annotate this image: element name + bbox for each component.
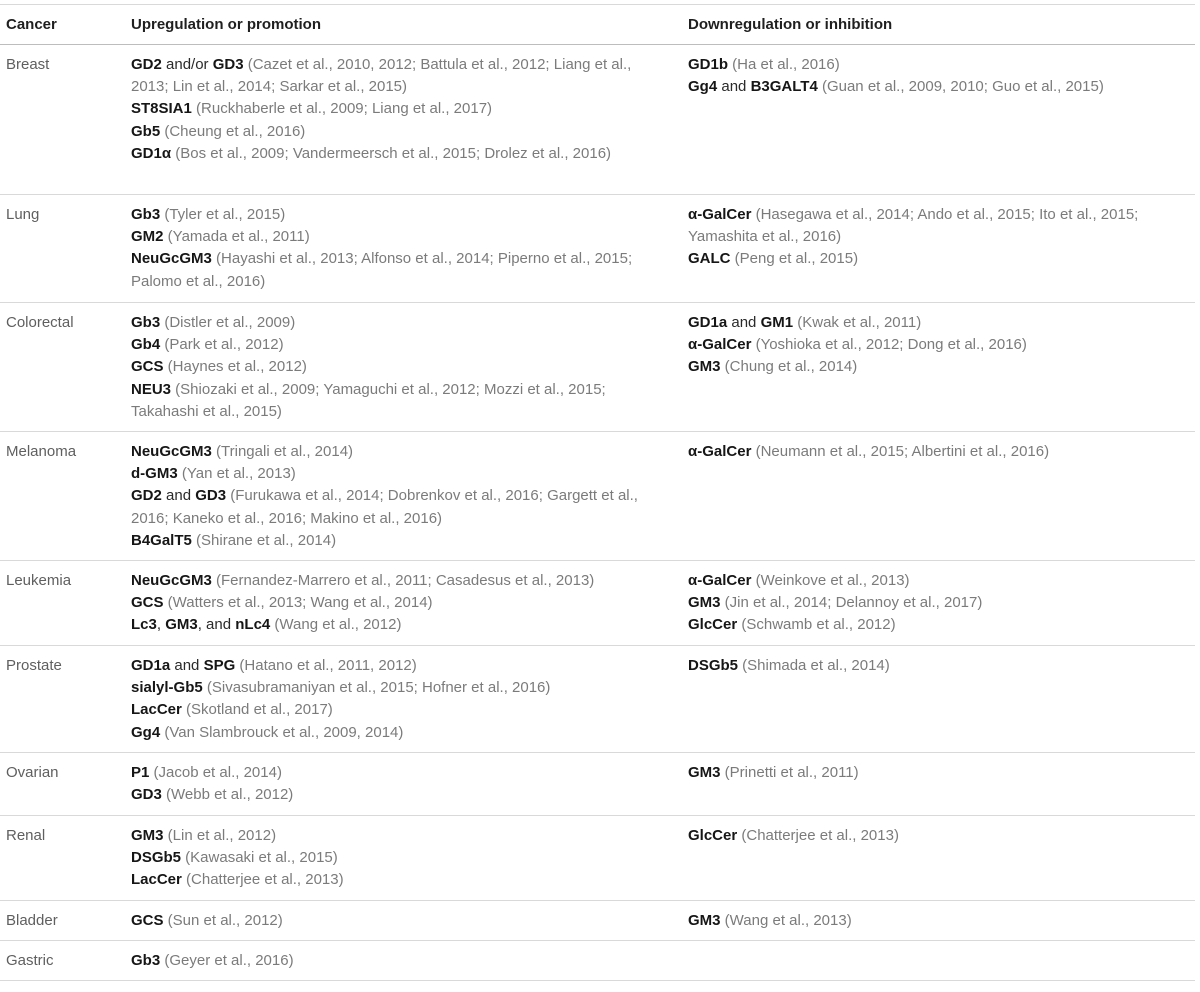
cancer-type-cell: Lung bbox=[6, 206, 40, 223]
table-entry bbox=[131, 722, 651, 744]
compound-name: GCS bbox=[131, 358, 164, 376]
compound-name: NeuGcGM3 bbox=[131, 250, 212, 268]
citation-text: (Prinetti et al., 2011) bbox=[720, 764, 859, 781]
compound-name: Gb3 bbox=[131, 952, 161, 969]
table-row bbox=[0, 561, 1195, 646]
citation-text: (Fernandez-Marrero et al., 2011; Casadesus et al., 2013) bbox=[211, 572, 595, 589]
table-entry bbox=[131, 825, 651, 847]
citation-text: (Shimada et al., 2014) bbox=[738, 657, 890, 674]
citation-text: (Cazet et al., 2010, 2012; Battula et al., 2012; Liang et al., 2013; Lin et al., 2014; Sarkar et al., 2015) bbox=[131, 56, 632, 96]
table-entry bbox=[688, 204, 1188, 248]
compound-name: α-GalCer bbox=[688, 443, 752, 460]
downregulation-cell bbox=[688, 432, 1188, 463]
compound-name: GCS bbox=[131, 594, 164, 612]
compound-name: Gb5 bbox=[131, 122, 161, 140]
table-entry bbox=[131, 121, 651, 143]
conjunction-text: and bbox=[161, 487, 196, 505]
citation-text: (Park et al., 2012) bbox=[160, 336, 284, 354]
compound-name: GD2 bbox=[131, 487, 162, 505]
table-entry bbox=[688, 655, 1188, 677]
table-entry bbox=[688, 825, 1188, 847]
conjunction-text: and bbox=[727, 314, 761, 331]
compound-name: sialyl-Gb5 bbox=[131, 679, 203, 697]
compound-name: DSGb5 bbox=[688, 657, 739, 674]
table-entry bbox=[131, 463, 651, 485]
downregulation-cell bbox=[688, 816, 1188, 847]
compound-name: GD2 bbox=[131, 56, 162, 73]
compound-name: GlcCer bbox=[688, 827, 738, 844]
citation-text: (Shiozaki et al., 2009; Yamaguchi et al., 2012; Mozzi et al., 2015; Takahashi et al., 2015) bbox=[131, 380, 606, 420]
citation-text: (Guan et al., 2009, 2010; Guo et al., 2015) bbox=[817, 78, 1104, 96]
table-entry bbox=[131, 485, 651, 529]
header-cancer: Cancer bbox=[6, 16, 57, 33]
table-entry bbox=[131, 677, 651, 699]
table-entry bbox=[131, 570, 651, 592]
table-entry bbox=[131, 869, 651, 891]
compound-name: GM3 bbox=[688, 358, 721, 376]
ganglioside-cancer-table bbox=[0, 4, 1195, 981]
cancer-type-cell: Renal bbox=[6, 827, 46, 844]
compound-name: GM3 bbox=[688, 594, 721, 612]
citation-text: (Ha et al., 2016) bbox=[728, 56, 840, 73]
table-entry bbox=[131, 614, 651, 636]
table-entry bbox=[131, 655, 651, 677]
citation-text: (Peng et al., 2015) bbox=[730, 250, 859, 268]
upregulation-cell bbox=[131, 753, 651, 806]
cancer-type-cell: Leukemia bbox=[6, 572, 72, 589]
compound-name: NeuGcGM3 bbox=[131, 572, 212, 589]
table-row bbox=[0, 45, 1195, 195]
table-entry bbox=[131, 441, 651, 463]
table-entry bbox=[131, 226, 651, 248]
citation-text: (Chung et al., 2014) bbox=[720, 358, 858, 376]
upregulation-cell bbox=[131, 816, 651, 892]
upregulation-cell bbox=[131, 901, 651, 932]
compound-name: GM3 bbox=[688, 764, 721, 781]
compound-name: NEU3 bbox=[131, 380, 172, 398]
compound-name: DSGb5 bbox=[131, 849, 182, 867]
citation-text: (Cheung et al., 2016) bbox=[160, 122, 306, 140]
citation-text: (Schwamb et al., 2012) bbox=[737, 616, 896, 634]
compound-name: α-GalCer bbox=[688, 336, 752, 354]
cancer-type-cell: Bladder bbox=[6, 912, 58, 929]
table-entry bbox=[131, 762, 651, 784]
compound-name: GD1α bbox=[131, 144, 172, 162]
compound-name: Gb4 bbox=[131, 336, 161, 354]
table-entry bbox=[131, 847, 651, 869]
table-header-row bbox=[0, 4, 1195, 45]
upregulation-cell bbox=[131, 941, 651, 972]
table-entry bbox=[131, 530, 651, 552]
conjunction-text: , and bbox=[197, 616, 236, 634]
table-entry bbox=[131, 699, 651, 721]
downregulation-cell bbox=[688, 901, 1188, 932]
table-entry bbox=[131, 54, 651, 98]
citation-text: (Webb et al., 2012) bbox=[161, 786, 294, 804]
upregulation-cell bbox=[131, 303, 651, 423]
citation-text: (Sivasubramaniyan et al., 2015; Hofner et al., 2016) bbox=[202, 679, 551, 697]
table-entry bbox=[131, 950, 651, 972]
citation-text: (Jacob et al., 2014) bbox=[149, 764, 282, 781]
compound-name: GD3 bbox=[212, 56, 244, 73]
citation-text: (Neumann et al., 2015; Albertini et al., 2016) bbox=[751, 443, 1050, 460]
table-entry bbox=[688, 356, 1188, 378]
citation-text: (Geyer et al., 2016) bbox=[160, 952, 294, 969]
citation-text: (Hatano et al., 2011, 2012) bbox=[235, 657, 417, 674]
citation-text: (Sun et al., 2012) bbox=[163, 912, 283, 929]
compound-name: GD1a bbox=[131, 657, 171, 674]
citation-text: (Kawasaki et al., 2015) bbox=[181, 849, 338, 867]
citation-text: (Ruckhaberle et al., 2009; Liang et al., 2017) bbox=[191, 100, 493, 118]
table-entry bbox=[131, 312, 651, 334]
citation-text: (Van Slambrouck et al., 2009, 2014) bbox=[160, 723, 404, 741]
citation-text: (Chatterjee et al., 2013) bbox=[181, 871, 344, 889]
citation-text: (Kwak et al., 2011) bbox=[793, 314, 922, 331]
conjunction-text: , bbox=[156, 616, 166, 634]
compound-name: GM1 bbox=[760, 314, 794, 331]
table-body bbox=[0, 45, 1195, 981]
compound-name: Lc3 bbox=[131, 616, 157, 634]
compound-name: nLc4 bbox=[235, 616, 271, 634]
table-entry bbox=[131, 334, 651, 356]
conjunction-text: and/or bbox=[161, 56, 213, 73]
table-entry bbox=[688, 614, 1188, 636]
downregulation-cell bbox=[688, 561, 1188, 637]
upregulation-cell bbox=[131, 45, 651, 165]
compound-name: GlcCer bbox=[688, 616, 738, 634]
cancer-type-cell: Melanoma bbox=[6, 443, 77, 460]
table-entry bbox=[688, 441, 1188, 463]
table-entry bbox=[688, 592, 1188, 614]
table-row bbox=[0, 941, 1195, 981]
downregulation-cell bbox=[688, 45, 1188, 98]
compound-name: B4GalT5 bbox=[131, 531, 192, 549]
upregulation-cell bbox=[131, 195, 651, 293]
cancer-type-cell: Breast bbox=[6, 56, 50, 73]
compound-name: SPG bbox=[203, 657, 236, 674]
citation-text: (Watters et al., 2013; Wang et al., 2014) bbox=[163, 594, 433, 612]
table-entry bbox=[688, 570, 1188, 592]
compound-name: GALC bbox=[688, 250, 731, 268]
citation-text: (Chatterjee et al., 2013) bbox=[737, 827, 899, 844]
table-entry bbox=[131, 910, 651, 932]
table-entry bbox=[688, 334, 1188, 356]
table-entry bbox=[131, 356, 651, 378]
table-entry bbox=[688, 54, 1188, 76]
conjunction-text: and bbox=[170, 657, 204, 674]
compound-name: GCS bbox=[131, 912, 164, 929]
upregulation-cell bbox=[131, 561, 651, 637]
citation-text: (Distler et al., 2009) bbox=[160, 314, 296, 331]
table-row bbox=[0, 646, 1195, 753]
compound-name: GD1a bbox=[688, 314, 728, 331]
table-row bbox=[0, 195, 1195, 303]
downregulation-cell bbox=[688, 195, 1188, 271]
citation-text: (Hayashi et al., 2013; Alfonso et al., 2014; Piperno et al., 2015; Palomo et al., 2016) bbox=[131, 250, 633, 290]
citation-text: (Yoshioka et al., 2012; Dong et al., 2016) bbox=[751, 336, 1027, 354]
compound-name: Gb3 bbox=[131, 314, 161, 331]
citation-text: (Tringali et al., 2014) bbox=[211, 443, 354, 460]
citation-text: (Yan et al., 2013) bbox=[177, 465, 296, 483]
table-entry bbox=[688, 76, 1188, 98]
cancer-type-cell: Prostate bbox=[6, 657, 62, 674]
compound-name: α-GalCer bbox=[688, 572, 752, 589]
compound-name: α-GalCer bbox=[688, 206, 752, 223]
upregulation-cell bbox=[131, 646, 651, 744]
table-row bbox=[0, 901, 1195, 941]
citation-text: (Skotland et al., 2017) bbox=[181, 701, 333, 719]
compound-name: GM3 bbox=[131, 827, 164, 844]
compound-name: GM3 bbox=[165, 616, 198, 634]
table-row bbox=[0, 432, 1195, 561]
header-downregulation: Downregulation or inhibition bbox=[688, 16, 893, 33]
downregulation-cell bbox=[688, 941, 1188, 950]
table-row bbox=[0, 303, 1195, 432]
cancer-type-cell: Colorectal bbox=[6, 314, 74, 331]
compound-name: B3GALT4 bbox=[750, 78, 818, 96]
downregulation-cell bbox=[688, 753, 1188, 784]
cancer-type-cell: Gastric bbox=[6, 952, 54, 969]
compound-name: P1 bbox=[131, 764, 150, 781]
table-entry bbox=[688, 248, 1188, 270]
table-entry bbox=[688, 762, 1188, 784]
compound-name: Gb3 bbox=[131, 206, 161, 223]
citation-text: (Tyler et al., 2015) bbox=[160, 206, 286, 223]
compound-name: d-GM3 bbox=[131, 465, 178, 483]
table-entry bbox=[131, 98, 651, 120]
citation-text: (Yamada et al., 2011) bbox=[163, 228, 310, 246]
upregulation-cell bbox=[131, 432, 651, 552]
table-row bbox=[0, 816, 1195, 901]
table-entry bbox=[131, 379, 651, 423]
downregulation-cell bbox=[688, 303, 1188, 379]
citation-text: (Wang et al., 2012) bbox=[270, 616, 402, 634]
citation-text: (Bos et al., 2009; Vandermeersch et al., 2015; Drolez et al., 2016) bbox=[171, 144, 612, 162]
table-entry bbox=[688, 910, 1188, 932]
compound-name: GD3 bbox=[195, 487, 227, 505]
citation-text: (Lin et al., 2012) bbox=[163, 827, 277, 844]
compound-name: GM2 bbox=[131, 228, 164, 246]
citation-text: (Weinkove et al., 2013) bbox=[751, 572, 910, 589]
compound-name: NeuGcGM3 bbox=[131, 443, 212, 460]
citation-text: (Furukawa et al., 2014; Dobrenkov et al., 2016; Gargett et al., 2016; Kaneko et al., 2016; Makino et al., 2016) bbox=[131, 487, 638, 527]
compound-name: Gg4 bbox=[131, 723, 161, 741]
compound-name: LacCer bbox=[131, 701, 182, 719]
compound-name: GD3 bbox=[131, 786, 162, 804]
table-row bbox=[0, 753, 1195, 816]
compound-name: GD1b bbox=[688, 56, 729, 73]
citation-text: (Shirane et al., 2014) bbox=[191, 531, 337, 549]
table-entry bbox=[131, 248, 651, 292]
conjunction-text: and bbox=[717, 78, 751, 96]
citation-text: (Haynes et al., 2012) bbox=[163, 358, 307, 376]
citation-text: (Jin et al., 2014; Delannoy et al., 2017) bbox=[720, 594, 983, 612]
header-upregulation: Upregulation or promotion bbox=[131, 16, 321, 33]
compound-name: Gg4 bbox=[688, 78, 718, 96]
citation-text: (Wang et al., 2013) bbox=[720, 912, 852, 929]
citation-text: (Hasegawa et al., 2014; Ando et al., 2015; Ito et al., 2015; Yamashita et al., 2016) bbox=[688, 206, 1139, 246]
table-entry bbox=[131, 143, 651, 165]
compound-name: ST8SIA1 bbox=[131, 100, 192, 118]
cancer-type-cell: Ovarian bbox=[6, 764, 59, 781]
table-entry bbox=[131, 592, 651, 614]
table-entry bbox=[688, 312, 1188, 334]
downregulation-cell bbox=[688, 646, 1188, 677]
compound-name: LacCer bbox=[131, 871, 182, 889]
table-entry bbox=[131, 204, 651, 226]
table-entry bbox=[131, 784, 651, 806]
compound-name: GM3 bbox=[688, 912, 721, 929]
